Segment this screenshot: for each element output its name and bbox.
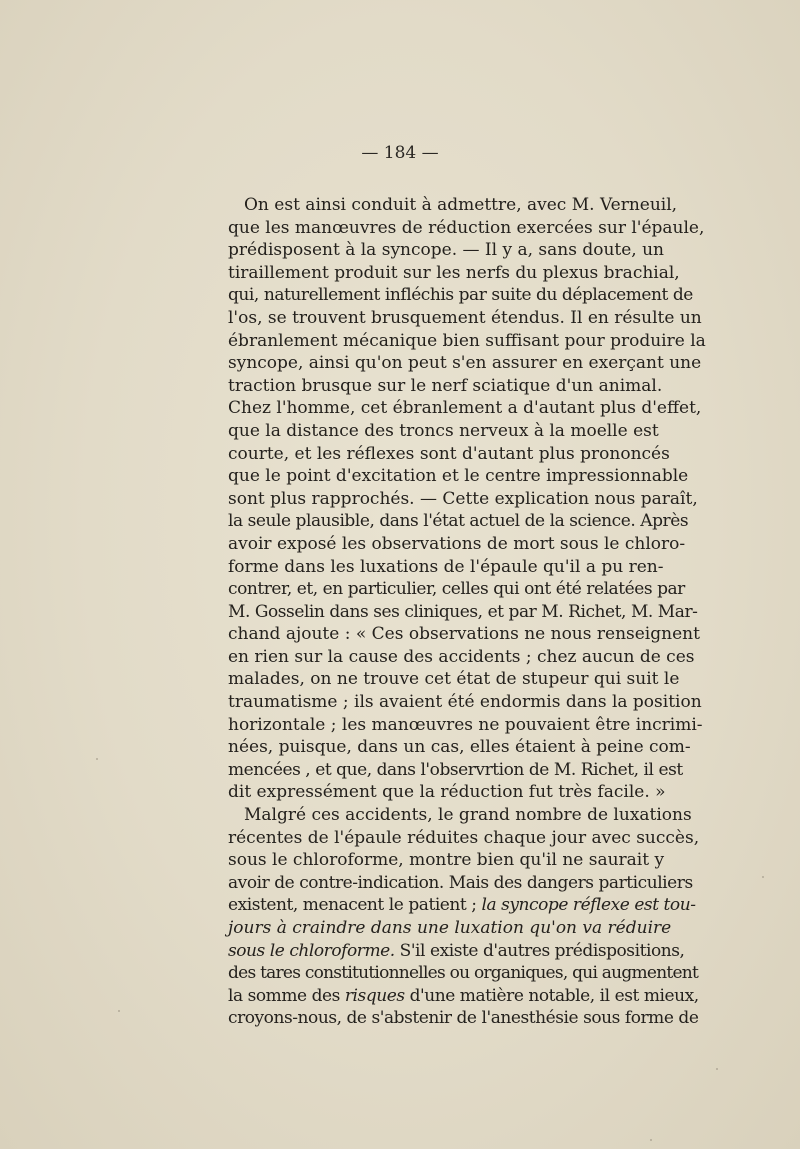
text-line — [228, 917, 672, 940]
text-line — [228, 985, 699, 1008]
text-line: tiraillement produit sur les nerfs du plexus brachial, — [228, 262, 680, 283]
text-segment: la somme des — [228, 985, 345, 1006]
text-line: syncope, ainsi qu'on peut s'en assurer en exerçant une — [228, 353, 702, 374]
text-line: en rien sur la cause des accidents ; chez aucun de ces — [228, 646, 695, 667]
paper-speck — [762, 876, 764, 878]
text-line: prédisposent à la syncope. — Il y a, sans doute, un — [228, 240, 665, 261]
text-segment: existent, menacent le patient ; — [228, 895, 482, 916]
italic-text: la syncope réflexe est tou- — [481, 895, 696, 916]
text-line: l'os, se trouvent brusquement étendus. Il en résulte un — [228, 307, 702, 328]
text-line: horizontale ; les manœuvres ne pouvaient être incrimi- — [228, 714, 703, 735]
text-line: courte, et les réflexes sont d'autant plus prononcés — [228, 443, 670, 464]
text-line: récentes de l'épaule réduites chaque jour avec succès, — [228, 827, 700, 848]
text-segment: d'une matière notable, il est mieux, — [404, 985, 699, 1006]
text-line: croyons-nous, de s'abstenir de l'anesthésie sous forme de — [228, 1008, 699, 1029]
text-line: sous le chloroforme, montre bien qu'il ne saurait y — [228, 850, 665, 871]
text-line: ébranlement mécanique bien suffisant pour produire la — [228, 330, 706, 351]
text-line: mencées , et que, dans l'observrtion de M. Richet, il est — [228, 759, 683, 780]
text-line: On est ainsi conduit à admettre, avec M. Verneuil, — [244, 195, 678, 215]
italic-text: risques — [344, 985, 405, 1006]
text-segment: S'il existe d'autres prédispositions, — [394, 940, 685, 961]
text-line: traumatisme ; ils avaient été endormis dans la position — [228, 692, 702, 713]
paper-speck — [716, 1068, 718, 1070]
text-line: nées, puisque, dans un cas, elles étaient à peine com- — [228, 737, 691, 758]
text-line: dit expressément que la réduction fut très facile. » — [228, 782, 666, 803]
paper-speck — [96, 758, 98, 760]
body-text — [228, 194, 706, 1030]
text-line: malades, on ne trouve cet état de stupeur qui suit le — [228, 669, 680, 690]
text-line: avoir exposé les observations de mort sous le chloro- — [228, 533, 686, 554]
text-line — [228, 940, 685, 963]
text-line: que les manœuvres de réduction exercées sur l'épaule, — [228, 217, 705, 238]
text-line: qui, naturellement infléchis par suite du déplacement de — [228, 285, 693, 306]
text-line: traction brusque sur le nerf sciatique d'un animal. — [228, 375, 663, 396]
text-line: des tares constitutionnelles ou organiques, qui augmentent — [228, 963, 699, 984]
text-line — [228, 894, 696, 917]
text-line: forme dans les luxations de l'épaule qu'il a pu ren- — [228, 556, 664, 577]
paper-speck — [118, 1010, 120, 1012]
text-line: sont plus rapprochés. — Cette explication nous paraît, — [228, 488, 698, 509]
text-line: Malgré ces accidents, le grand nombre de luxations — [244, 805, 692, 826]
text-line: chand ajoute : « Ces observations ne nous renseignent — [228, 624, 700, 645]
page-number: — 184 — — [361, 143, 439, 163]
italic-text: sous le chloroforme. — [228, 940, 395, 961]
text-line: Chez l'homme, cet ébranlement a d'autant plus d'effet, — [228, 398, 702, 419]
text-line: que la distance des troncs nerveux à la moelle est — [228, 420, 659, 441]
text-line: M. Gosselin dans ses cliniques, et par M. Richet, M. Mar- — [228, 601, 698, 622]
text-line: avoir de contre-indication. Mais des dangers particuliers — [228, 872, 693, 893]
paper-speck — [650, 1139, 652, 1141]
text-line: contrer, et, en particulier, celles qui ont été relatées par — [228, 579, 685, 600]
italic-text: jours à craindre dans une luxation qu'on va réduire — [228, 918, 672, 938]
text-line: que le point d'excitation et le centre impressionnable — [228, 466, 689, 487]
text-line: la seule plausible, dans l'état actuel de la science. Après — [228, 511, 689, 532]
